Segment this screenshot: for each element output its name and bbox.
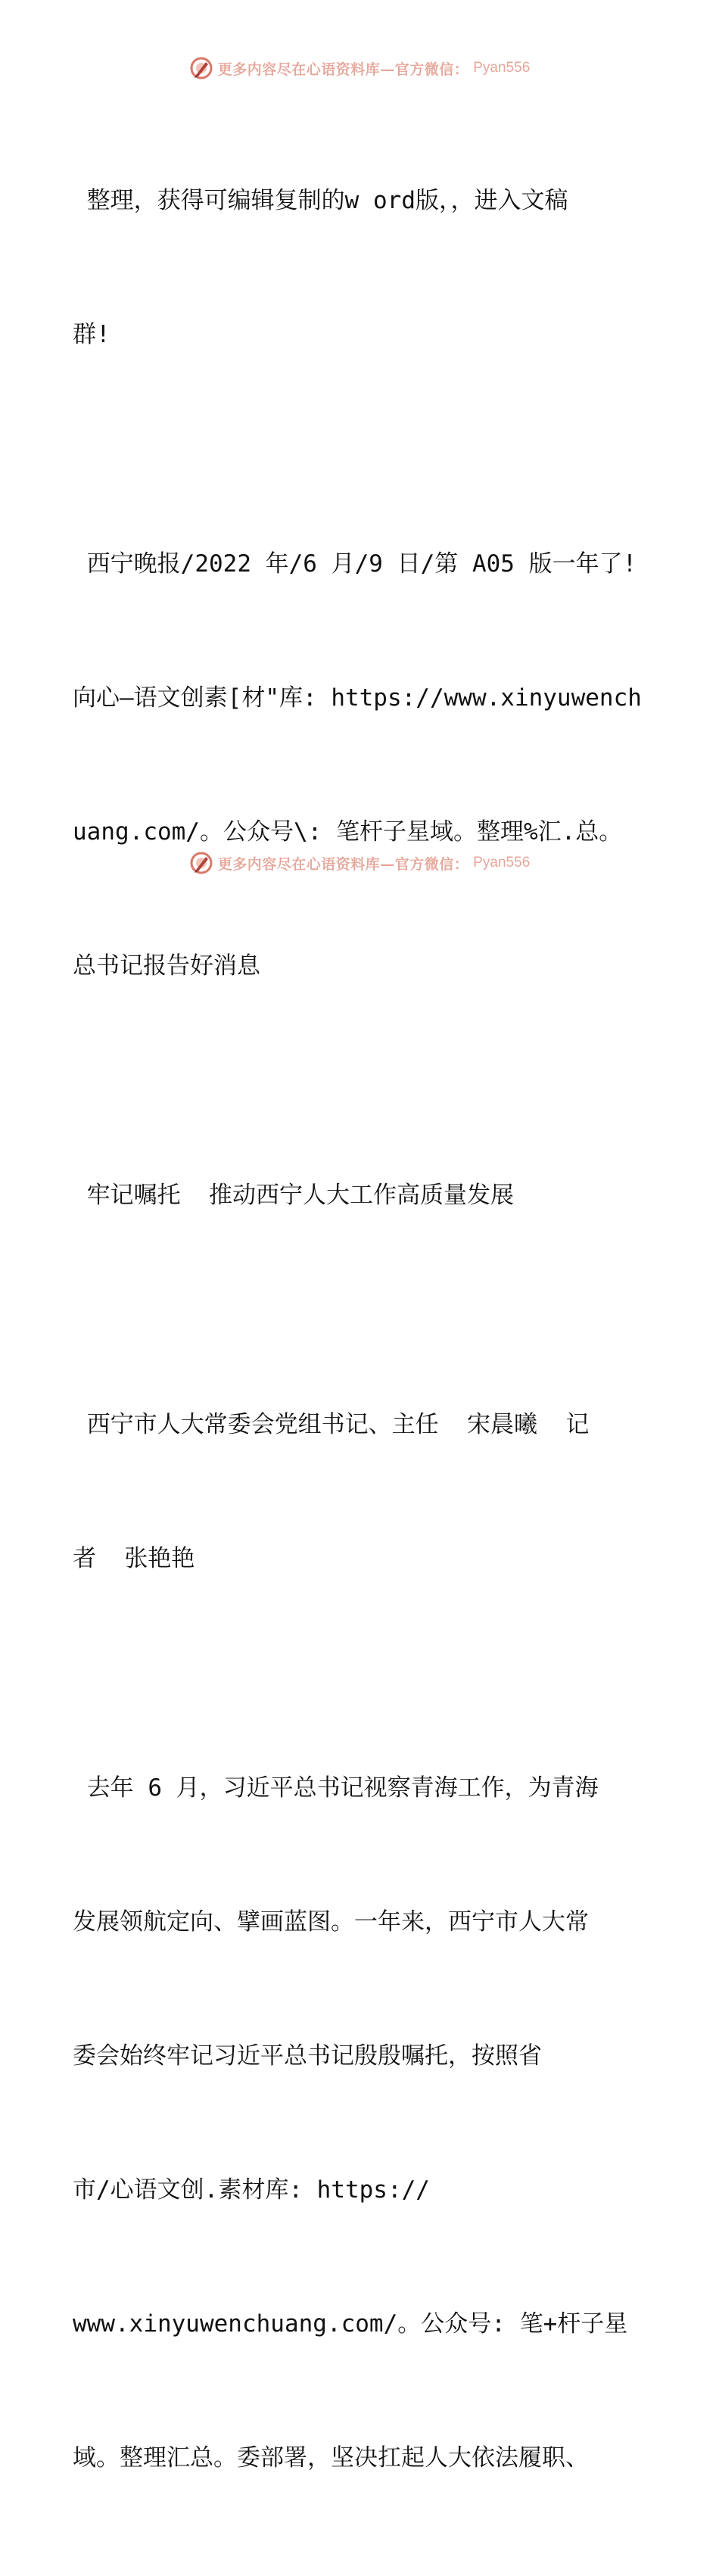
text-line: 者 张艳艳: [73, 1545, 195, 1572]
pen-circle-logo-icon: [189, 851, 213, 875]
paragraph-source: [73, 453, 648, 1078]
paragraph-intro: [73, 89, 648, 447]
text-line: 群!: [73, 321, 110, 348]
text-line: 发展领航定向、擘画蓝图。一年来，西宁市人大常: [73, 1908, 589, 1936]
watermark-text: 更多内容尽在心语资料库—官方微信：: [217, 855, 469, 873]
article-byline: [73, 1313, 648, 1671]
text-line: 域。整理汇总。委部署，坚决扛起人大依法履职、: [73, 2444, 589, 2472]
text-line: 西宁晚报/2022 年/6 月/9 日/第 A05 版一年了!: [73, 550, 637, 578]
paragraph-body: [73, 1677, 648, 2570]
header-watermark: [0, 53, 719, 83]
text-line: 西宁市人大常委会党组书记、主任 宋晨曦 记: [73, 1411, 590, 1438]
article-title: [73, 1084, 648, 1307]
text-line: 整理，获得可编辑复制的w ord版，，进入文稿: [73, 187, 568, 214]
document-body: [73, 89, 648, 2576]
text-line: 去年 6 月，习近平总书记视察青海工作，为青海: [73, 1774, 599, 1802]
text-line: 向心—语文创素[材"库: https://www.xinyuwench: [73, 684, 642, 712]
watermark-contact: Pyan556: [473, 60, 531, 76]
watermark-text: 更多内容尽在心语资料库—官方微信：: [217, 61, 469, 78]
text-line: www.xinyuwenchuang.com/。公众号: 笔+杆子星: [73, 2310, 628, 2338]
text-line: 市/心语文创.素材库: https://: [73, 2176, 430, 2204]
text-line: 总书记报告好消息: [73, 952, 260, 980]
footer-watermark: [0, 848, 719, 878]
text-line: 牢记嘱托 推动西宁人大工作高质量发展: [73, 1182, 514, 1209]
text-line: 委会始终牢记习近平总书记殷殷嘱托，按照省: [73, 2042, 542, 2070]
pen-circle-logo-icon: [189, 56, 213, 80]
text-line: uang.com/。公众号\: 笔杆子星域。整理%汇.总。: [73, 818, 623, 846]
watermark-contact: Pyan556: [473, 855, 531, 871]
